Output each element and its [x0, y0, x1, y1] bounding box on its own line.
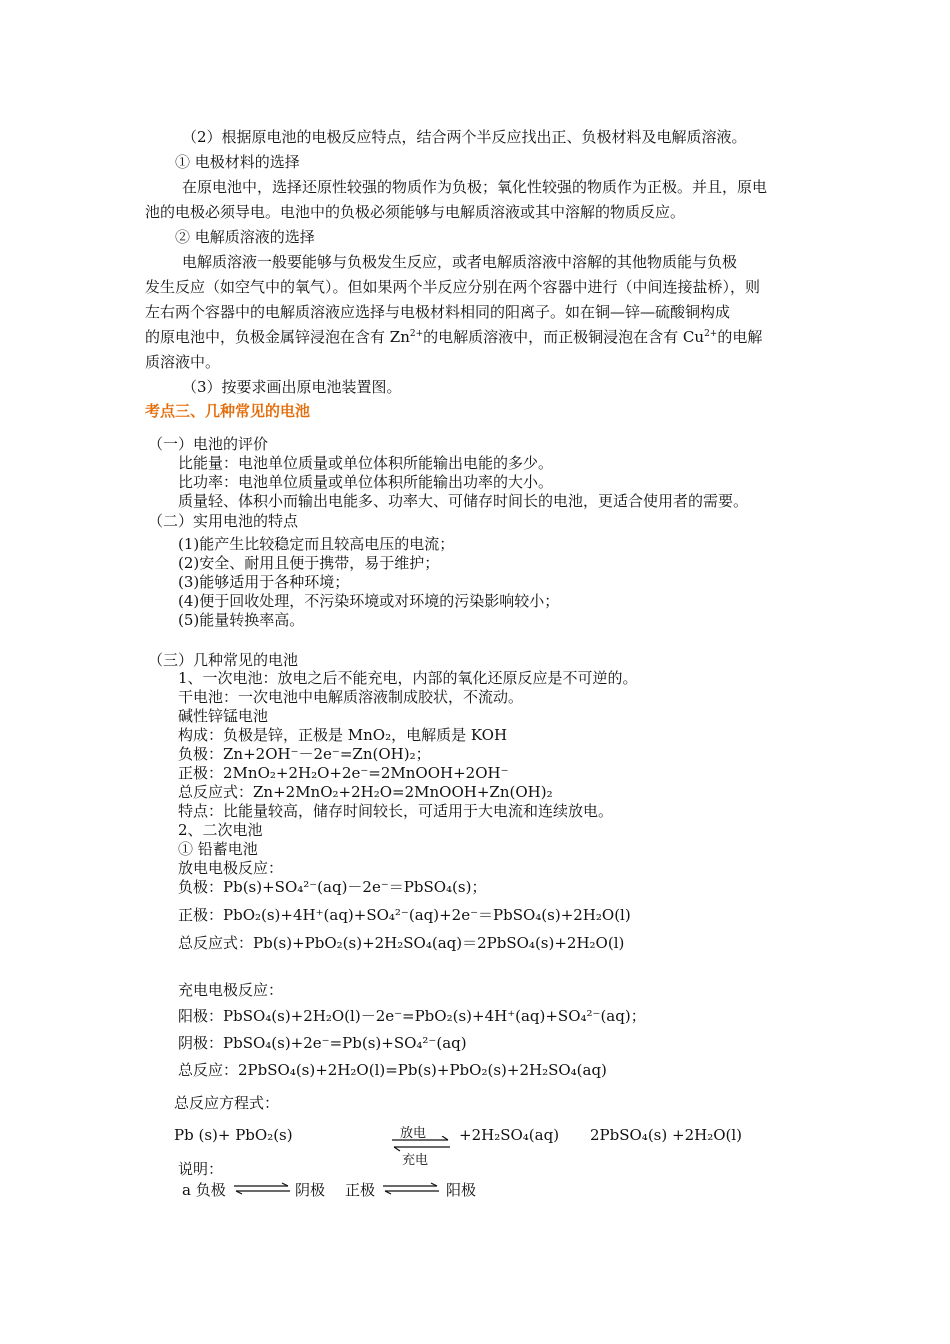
feature-item: (3)能够适用于各种环境；: [178, 573, 350, 591]
alkaline-battery: 碱性锌锰电池: [178, 707, 269, 725]
note-negative: a 负极: [182, 1181, 226, 1199]
note-anode: 阳极: [446, 1181, 477, 1199]
feature-item: (5)能量转换率高。: [178, 611, 305, 629]
eval-specific-power: 比功率：电池单位质量或单位体积所能输出功率的大小。: [178, 473, 554, 491]
feature-item: (2)安全、耐用且便于携带，易于维护；: [178, 554, 440, 572]
charge-label: 充电: [402, 1153, 429, 1168]
eval-title: （一）电池的评价: [148, 435, 269, 453]
equation-middle: +2H₂SO₄(aq): [459, 1126, 560, 1144]
feature-title: （二）实用电池的特点: [148, 512, 299, 530]
negative-cathode-arrow-icon: [232, 1182, 292, 1196]
electrolyte-paragraph-line2: 发生反应（如空气中的氧气）。但如果两个半反应分别在两个容器中进行（中间连接盐桥），则: [145, 278, 761, 296]
electrolyte-line4-part1: 的原电池中，负极金属锌浸泡在含有 Zn: [145, 328, 410, 346]
lead-acid-battery: ① 铅蓄电池: [178, 840, 258, 858]
charge-total: 总反应：2PbSO₄(s)+2H₂O(l)=Pb(s)+PbO₂(s)+2H₂SO₄(aq): [178, 1061, 607, 1079]
zn-charge: 2+: [409, 329, 424, 339]
electrolyte-title: ② 电解质溶液的选择: [175, 228, 315, 246]
feature-item: (1)能产生比较稳定而且较高电压的电流；: [178, 535, 455, 553]
equation-left: Pb (s)+ PbO₂(s): [174, 1126, 293, 1144]
charge-title: 充电电极反应：: [178, 981, 284, 999]
secondary-battery: 2、二次电池: [178, 821, 263, 839]
alkaline-negative: 负极：Zn+2OH⁻－2e⁻=Zn(OH)₂；: [178, 745, 431, 763]
positive-anode-arrow-icon: [381, 1182, 441, 1196]
electrolyte-paragraph-line3: 左右两个容器中的电解质溶液应选择与电极材料相同的阳离子。如在铜—锌—硫酸铜构成: [145, 303, 731, 321]
electrode-paragraph-line2: 池的电极必须导电。电池中的负极必须能够与电解质溶液或其中溶解的物质反应。: [145, 203, 686, 221]
discharge-negative: 负极：Pb(s)+SO₄²⁻(aq)－2e⁻＝PbSO₄(s)；: [178, 878, 487, 896]
electrode-title: ① 电极材料的选择: [175, 153, 300, 171]
charge-cathode: 阴极：PbSO₄(s)+2e⁻=Pb(s)+SO₄²⁻(aq): [178, 1034, 467, 1052]
discharge-positive: 正极：PbO₂(s)+4H⁺(aq)+SO₄²⁻(aq)+2e⁻＝PbSO₄(s)+2H₂O(l): [178, 906, 631, 924]
dry-battery: 干电池：一次电池中电解质溶液制成胶状，不流动。: [178, 688, 524, 706]
discharge-label: 放电: [400, 1126, 427, 1141]
electrolyte-paragraph-line5: 质溶液中。: [145, 353, 221, 371]
alkaline-trait: 特点：比能量较高，储存时间较长，可适用于大电流和连续放电。: [178, 802, 614, 820]
electrolyte-line4-part3: 的电解: [717, 328, 763, 346]
overall-title: 总反应方程式：: [174, 1094, 280, 1112]
common-title: （三）几种常见的电池: [148, 651, 299, 669]
discharge-total: 总反应式：Pb(s)+PbO₂(s)+2H₂SO₄(aq)＝2PbSO₄(s)+2H₂O(l): [178, 934, 625, 952]
step2-intro: （2）根据原电池的电极反应特点，结合两个半反应找出正、负极材料及电解质溶液。: [182, 128, 747, 146]
feature-item: (4)便于回收处理，不污染环境或对环境的污染影响较小；: [178, 592, 560, 610]
electrode-paragraph-line1: 在原电池中，选择还原性较强的物质作为负极；氧化性较强的物质作为正极。并且，原电: [182, 178, 768, 196]
electrolyte-line4-part2: 的电解质溶液中，而正极铜浸泡在含有 Cu: [423, 328, 705, 346]
charge-anode: 阳极：PbSO₄(s)+2H₂O(l)－2e⁻=PbO₂(s)+4H⁺(aq)+SO₄²⁻(aq)；: [178, 1007, 646, 1025]
alkaline-positive: 正极：2MnO₂+2H₂O+2e⁻=2MnOOH+2OH⁻: [178, 764, 509, 782]
note-positive: 正极: [345, 1181, 376, 1199]
eval-specific-energy: 比能量：电池单位质量或单位体积所能输出电能的多少。: [178, 454, 554, 472]
section-heading: 考点三、几种常见的电池: [145, 402, 311, 420]
note-cathode: 阴极: [295, 1181, 326, 1199]
eval-summary: 质量轻、体积小而输出电能多、功率大、可储存时间长的电池，更适合使用者的需要。: [178, 492, 749, 510]
alkaline-composition: 构成：负极是锌，正极是 MnO₂，电解质是 KOH: [178, 726, 508, 744]
electrolyte-paragraph-line4: [145, 327, 762, 347]
cu-charge: 2+: [704, 329, 718, 339]
discharge-title: 放电电极反应：: [178, 859, 284, 877]
note-title: 说明：: [178, 1160, 224, 1178]
alkaline-total: 总反应式：Zn+2MnO₂+2H₂O=2MnOOH+Zn(OH)₂: [178, 783, 553, 801]
equation-right: 2PbSO₄(s) +2H₂O(l): [590, 1126, 742, 1144]
primary-battery: 1、一次电池：放电之后不能充电，内部的氧化还原反应是不可逆的。: [178, 669, 638, 687]
electrolyte-paragraph-line1: 电解质溶液一般要能够与负极发生反应，或者电解质溶液中溶解的其他物质能与负极: [182, 253, 738, 271]
reversible-arrow-icon: [390, 1136, 452, 1152]
step3: （3）按要求画出原电池装置图。: [182, 378, 402, 396]
